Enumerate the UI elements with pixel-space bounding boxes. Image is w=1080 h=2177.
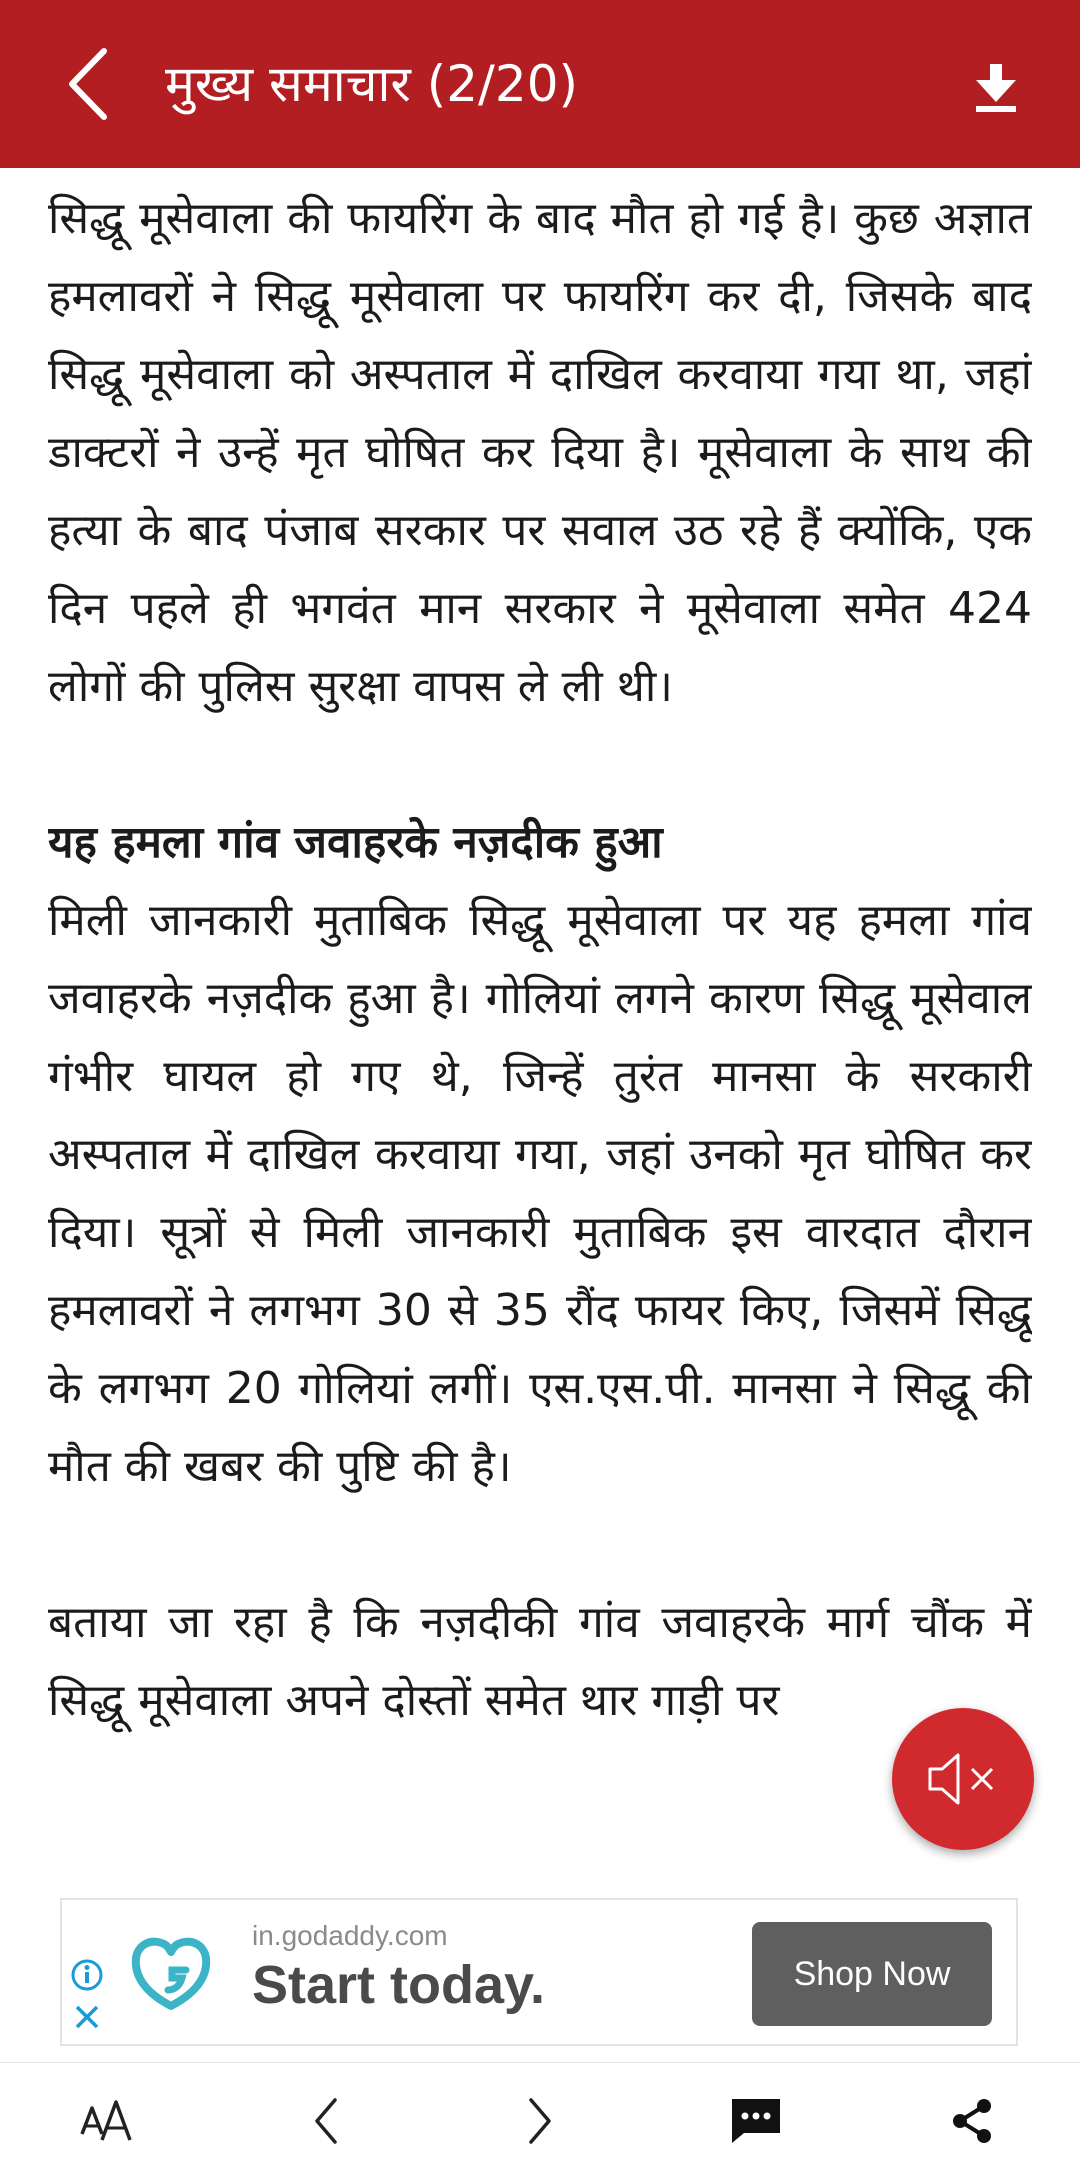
app-bar — [0, 0, 1080, 168]
ad-headline: Start today. — [252, 1955, 546, 2015]
chevron-left-icon — [66, 47, 110, 121]
article-paragraph: सिद्धू मूसेवाला की फायरिंग के बाद मौत हो गई है। कुछ अज्ञात हमलावरों ने सिद्धू मूसेवाला पर फायरिंग कर दी, जिसके बाद सिद्धू मूसेवाला को अस्पताल में दाखिल करवाया गया था, जहां डाक्टरों ने उन्हें मृत घोषित कर दिया है। मूसेवाला के साथ की हत्या के बाद पंजाब सरकार पर सवाल उठ रहे हैं क्योंकि, एक दिन पहले ही भगवंत मान सरकार ने मूसेवाला समेत 424 लोगों की पुलिस सुरक्षा वापस ले ली थी। — [48, 193, 1032, 712]
next-icon — [525, 2096, 555, 2146]
font-size-icon — [78, 2096, 138, 2146]
comment-icon — [728, 2095, 784, 2147]
article-subheading: यह हमला गांव जवाहरके नज़दीक हुआ — [48, 817, 663, 868]
article-paragraph: बताया जा रहा है कि नज़दीकी गांव जवाहरके मार्ग चौंक में सिद्धू मूसेवाला अपने दोस्तों समेत थार गाड़ी पर — [48, 1597, 1032, 1726]
ad-banner[interactable] — [60, 1898, 1018, 2046]
back-button[interactable] — [48, 44, 128, 124]
shop-now-button[interactable]: Shop Now — [752, 1922, 992, 2026]
ad-domain: in.godaddy.com — [252, 1920, 448, 1951]
ad-info-button[interactable] — [70, 1958, 104, 1996]
share-icon — [948, 2096, 996, 2146]
mute-audio-button[interactable] — [892, 1708, 1034, 1850]
info-icon — [70, 1958, 104, 1992]
previous-icon — [311, 2096, 341, 2146]
speaker-muted-icon — [926, 1749, 1000, 1809]
comment-button[interactable] — [716, 2081, 796, 2161]
font-size-button[interactable] — [68, 2081, 148, 2161]
share-button[interactable] — [932, 2081, 1012, 2161]
bottom-toolbar — [0, 2062, 1080, 2177]
godaddy-logo-icon — [128, 1934, 214, 2014]
page-title: मुख्य समाचार (2/20) — [165, 55, 579, 113]
previous-article-button[interactable] — [286, 2081, 366, 2161]
article-body — [48, 180, 1032, 1880]
ad-close-button[interactable] — [70, 2000, 104, 2038]
close-icon — [70, 2000, 104, 2034]
next-article-button[interactable] — [500, 2081, 580, 2161]
download-button[interactable] — [960, 52, 1032, 124]
download-icon — [972, 62, 1020, 114]
article-paragraph: मिली जानकारी मुताबिक सिद्धू मूसेवाला पर यह हमला गांव जवाहरके नज़दीक हुआ है। गोलियां लगने कारण सिद्धू मूसेवाल गंभीर घायल हो गए थे, जिन्हें तुरंत मानसा के सरकारी अस्पताल में दाखिल करवाया गया, जहां उनको मृत घोषित कर दिया। सूत्रों से मिली जानकारी मुताबिक इस वारदात दौरान हमलावरों ने लगभग 30 से 35 रौंद फायर किए, जिसमें सिद्धू के लगभग 20 गोलियां लगीं। एस.एस.पी. मानसा ने सिद्धू की मौत की खबर की पुष्टि की है। — [48, 895, 1032, 1492]
